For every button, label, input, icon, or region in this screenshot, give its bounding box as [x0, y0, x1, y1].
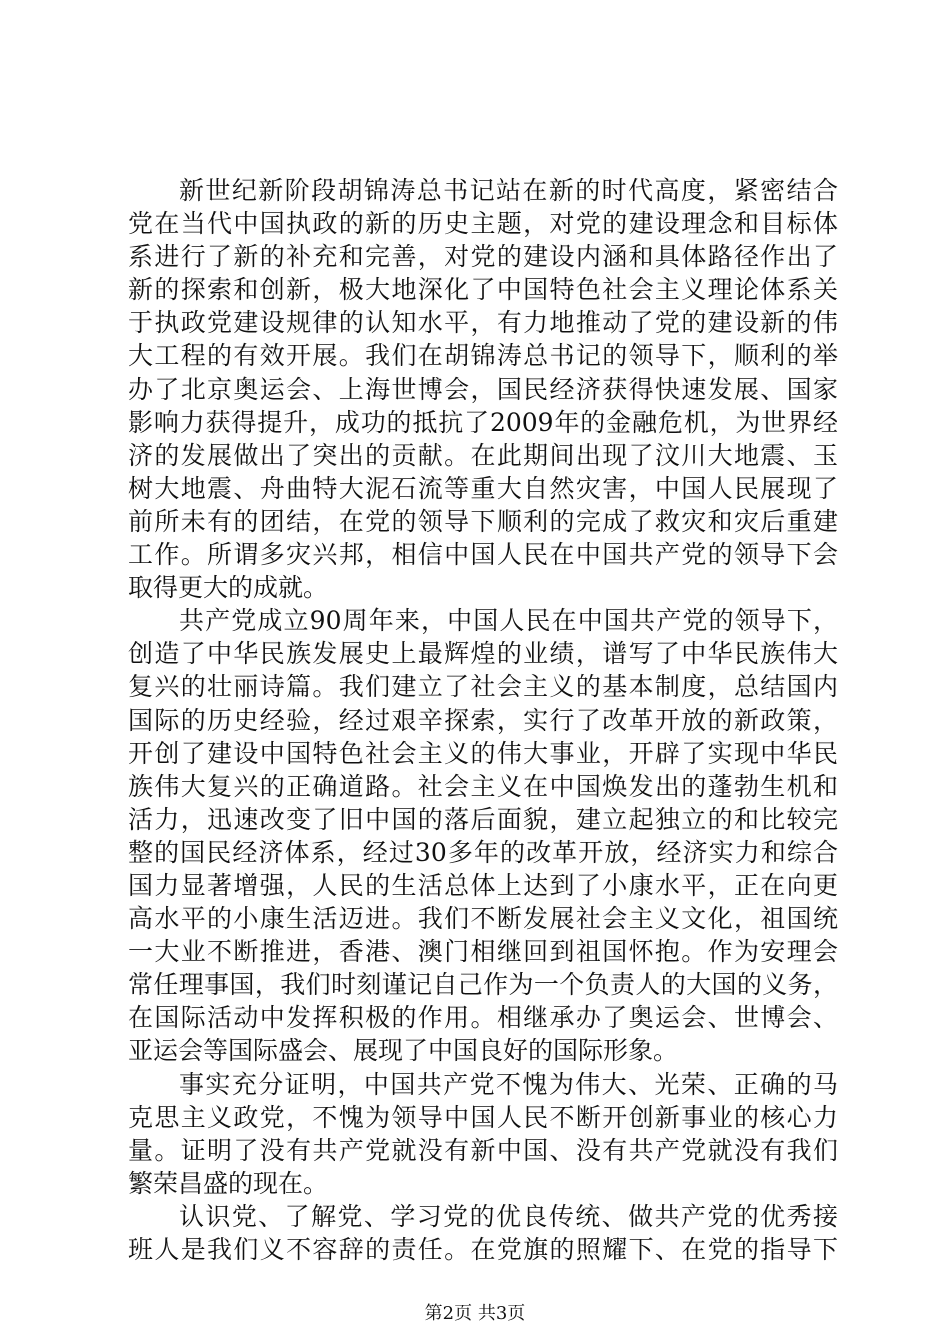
- document-body: [128, 174, 838, 1266]
- text-line: 复兴的壮丽诗篇。我们建立了社会主义的基本制度，总结国内: [128, 672, 838, 702]
- text-line: 班人是我们义不容辞的责任。在党旗的照耀下、在党的指导下: [128, 1235, 838, 1264]
- text-line: 系进行了新的补充和完善，对党的建设内涵和具体路径作出了: [128, 242, 838, 272]
- text-line: 影响力获得提升，成功的抵抗了2009年的金融危机，为世界经: [128, 407, 838, 437]
- text-line: 国力显著增强，人民的生活总体上达到了小康水平，正在向更: [128, 870, 838, 900]
- text-line: 高水平的小康生活迈进。我们不断发展社会主义文化，祖国统: [128, 904, 838, 934]
- text-line: 树大地震、舟曲特大泥石流等重大自然灾害，中国人民展现了: [128, 473, 838, 503]
- text-line: 整的国民经济体系，经过30多年的改革开放，经济实力和综合: [128, 837, 838, 867]
- text-line: 克思主义政党，不愧为领导中国人民不断开创新事业的核心力: [128, 1102, 838, 1132]
- paragraph-first-line: 认识党、了解党、学习党的优良传统、做共产党的优秀接: [179, 1201, 838, 1231]
- paragraph-first-line: 事实充分证明，中国共产党不愧为伟大、光荣、正确的马: [179, 1069, 838, 1099]
- text-line: 在国际活动中发挥积极的作用。相继承办了奥运会、世博会、: [128, 1003, 838, 1033]
- text-line: 繁荣昌盛的现在。: [128, 1168, 329, 1198]
- text-line: 国际的历史经验，经过艰辛探索，实行了改革开放的新政策，: [128, 705, 838, 735]
- text-line: 创造了中华民族发展史上最辉煌的业绩，谱写了中华民族伟大: [128, 639, 838, 669]
- text-line: 于执政党建设规律的认知水平，有力地推动了党的建设新的伟: [128, 308, 838, 338]
- text-line: 取得更大的成就。: [128, 573, 329, 603]
- paragraph-first-line: 共产党成立90周年来，中国人民在中国共产党的领导下，: [179, 606, 838, 636]
- text-line: 一大业不断推进，香港、澳门相继回到祖国怀抱。作为安理会: [128, 937, 838, 967]
- text-line: 办了北京奥运会、上海世博会，国民经济获得快速发展、国家: [128, 374, 838, 404]
- text-line: 族伟大复兴的正确道路。社会主义在中国焕发出的蓬勃生机和: [128, 771, 838, 801]
- text-line: 常任理事国，我们时刻谨记自己作为一个负责人的大国的义务，: [128, 970, 838, 1000]
- text-line: 党在当代中国执政的新的历史主题，对党的建设理念和目标体: [128, 209, 838, 239]
- text-line: 工作。所谓多灾兴邦，相信中国人民在中国共产党的领导下会: [128, 540, 838, 570]
- text-line: 亚运会等国际盛会、展现了中国良好的国际形象。: [128, 1036, 679, 1066]
- page-footer: 第2页 共3页: [424, 1303, 526, 1324]
- text-line: 新的探索和创新，极大地深化了中国特色社会主义理论体系关: [128, 275, 838, 305]
- text-line: 开创了建设中国特色社会主义的伟大事业，开辟了实现中华民: [128, 738, 838, 768]
- text-line: 大工程的有效开展。我们在胡锦涛总书记的领导下，顺利的举: [128, 341, 838, 371]
- text-line: 活力，迅速改变了旧中国的落后面貌，建立起独立的和比较完: [128, 804, 838, 834]
- text-line: 济的发展做出了突出的贡献。在此期间出现了汶川大地震、玉: [128, 440, 838, 470]
- paragraph-first-line: 新世纪新阶段胡锦涛总书记站在新的时代高度，紧密结合: [179, 176, 838, 205]
- text-line: 量。证明了没有共产党就没有新中国、没有共产党就没有我们: [128, 1135, 838, 1165]
- text-line: 前所未有的团结，在党的领导下顺利的完成了救灾和灾后重建: [128, 506, 838, 536]
